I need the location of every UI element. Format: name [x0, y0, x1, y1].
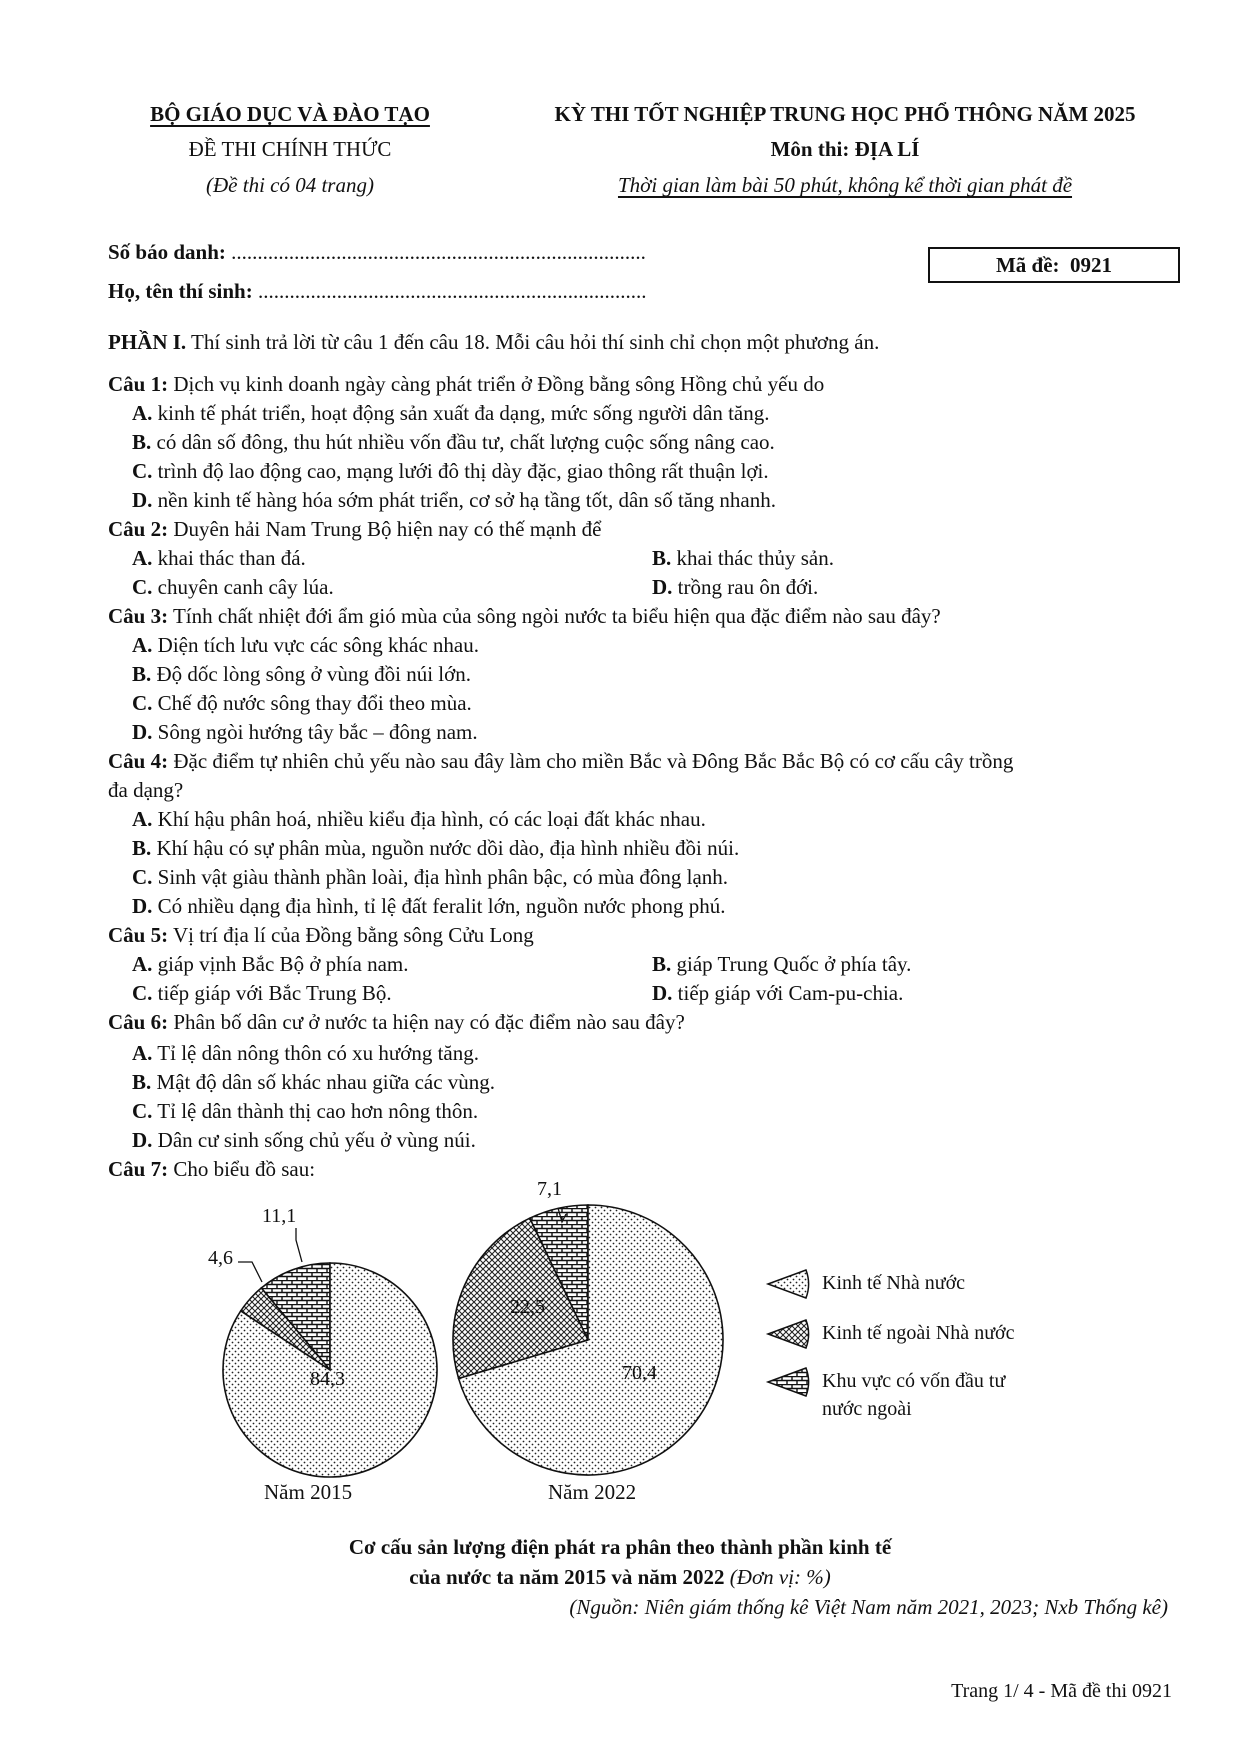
pie-2022-label-nonstate: 22,5 — [510, 1296, 545, 1318]
q6-option-a[interactable]: A. Tỉ lệ dân nông thôn có xu hướng tăng. — [132, 1041, 479, 1065]
q2-option-d[interactable]: D. trồng rau ôn đới. — [652, 575, 819, 599]
q6-option-b[interactable]: B. Mật độ dân số khác nhau giữa các vùng. — [132, 1070, 496, 1094]
q4-option-b[interactable]: B. Khí hậu có sự phân mùa, nguồn nước dồi dào, địa hình nhiều đồi núi. — [132, 836, 740, 860]
q2-option-c[interactable]: C. chuyên canh cây lúa. — [132, 575, 334, 599]
q3-option-b[interactable]: B. Độ dốc lòng sông ở vùng đồi núi lớn. — [132, 662, 471, 686]
question-5: Câu 5: Vị trí địa lí của Đồng bằng sông Cửu Long — [108, 923, 534, 947]
exam-type: ĐỀ THI CHÍNH THỨC — [188, 137, 392, 161]
question-2: Câu 2: Duyên hải Nam Trung Bộ hiện nay có thế mạnh để — [108, 517, 602, 541]
q4-option-a[interactable]: A. Khí hậu phân hoá, nhiều kiểu địa hình, có các loại đất khác nhau. — [132, 807, 706, 831]
time-note: Thời gian làm bài 50 phút, không kể thời gian phát đề — [617, 173, 1073, 197]
q2-option-b[interactable]: B. khai thác thủy sản. — [652, 546, 834, 570]
q1-option-b[interactable]: B. có dân số đông, thu hút nhiều vốn đầu tư, chất lượng cuộc sống nâng cao. — [132, 430, 775, 454]
exam-code-label: Mã đề: — [995, 252, 1060, 277]
chart-source: (Nguồn: Niên giám thống kê Việt Nam năm 2021, 2023; Nxb Thống kê) — [569, 1595, 1168, 1619]
legend-nonstate: Kinh tế ngoài Nhà nước — [822, 1322, 1015, 1344]
question-3: Câu 3: Tính chất nhiệt đới ẩm gió mùa của sông ngòi nước ta biểu hiện qua đặc điểm nào sau đây? — [108, 604, 941, 628]
q3-option-a[interactable]: A. Diện tích lưu vực các sông khác nhau. — [132, 633, 479, 657]
page-footer: Trang 1/ 4 - Mã đề thi 0921 — [951, 1680, 1172, 1702]
pie-2015-year: Năm 2015 — [264, 1480, 353, 1504]
question-7: Câu 7: Cho biểu đồ sau: — [108, 1157, 316, 1181]
legend-swatch-state — [768, 1270, 809, 1298]
q6-option-c[interactable]: C. Tỉ lệ dân thành thị cao hơn nông thôn. — [132, 1099, 479, 1123]
q1-option-a[interactable]: A. kinh tế phát triển, hoạt động sản xuất đa dạng, mức sống người dân tăng. — [132, 401, 770, 425]
part1-text: Thí sinh trả lời từ câu 1 đến câu 18. Mỗi câu hỏi thí sinh chỉ chọn một phương án. — [186, 330, 880, 354]
q5-option-a[interactable]: A. giáp vịnh Bắc Bộ ở phía nam. — [132, 952, 409, 976]
question-6: Câu 6: Phân bố dân cư ở nước ta hiện nay có đặc điểm nào sau đây? — [108, 1010, 685, 1034]
legend-swatch-fdi — [768, 1368, 809, 1396]
legend-fdi-line2: nước ngoài — [822, 1398, 912, 1420]
chart-title-line1: Cơ cấu sản lượng điện phát ra phân theo thành phần kinh tế — [348, 1535, 892, 1559]
chart-title-line2: của nước ta năm 2015 và năm 2022 (Đơn vị: %) — [409, 1565, 831, 1589]
ministry-name: BỘ GIÁO DỤC VÀ ĐÀO TẠO — [150, 102, 430, 126]
q5-option-b[interactable]: B. giáp Trung Quốc ở phía tây. — [652, 952, 912, 976]
pages-note: (Đề thi có 04 trang) — [206, 173, 374, 197]
q6-option-d[interactable]: D. Dân cư sinh sống chủ yếu ở vùng núi. — [132, 1128, 476, 1152]
q5-option-c[interactable]: C. tiếp giáp với Bắc Trung Bộ. — [132, 981, 392, 1005]
pie-2015-leader-nonstate — [238, 1262, 262, 1282]
sbd-label: Số báo danh: — [108, 240, 226, 264]
pie-2015-label-state: 84,3 — [310, 1368, 345, 1390]
question-4: Câu 4: Đặc điểm tự nhiên chủ yếu nào sau đây làm cho miền Bắc và Đông Bắc Bắc Bộ có cơ cấu cây trồng — [108, 749, 1014, 773]
pie-2015-leader-fdi — [296, 1228, 302, 1262]
question-1: Câu 1: Dịch vụ kinh doanh ngày càng phát triển ở Đồng bằng sông Hồng chủ yếu do — [108, 372, 825, 396]
pie-2015-label-fdi: 11,1 — [262, 1205, 297, 1227]
part1-title: PHẦN I. — [108, 330, 187, 354]
q2-option-a[interactable]: A. khai thác than đá. — [132, 546, 306, 570]
q5-option-d[interactable]: D. tiếp giáp với Cam-pu-chia. — [652, 981, 904, 1005]
legend-state: Kinh tế Nhà nước — [822, 1272, 966, 1294]
pie-2022-label-fdi: 7,1 — [537, 1178, 562, 1200]
legend-fdi: Khu vực có vốn đầu tư — [822, 1370, 1006, 1392]
q4-option-d[interactable]: D. Có nhiều dạng địa hình, tỉ lệ đất feralit lớn, nguồn nước phong phú. — [132, 894, 726, 918]
q1-option-c[interactable]: C. trình độ lao động cao, mạng lưới đô thị dày đặc, giao thông rất thuận lợi. — [132, 459, 769, 483]
name-dots: .......................................................................... — [257, 279, 647, 303]
sbd-dots: ............................................................................... — [231, 240, 646, 264]
q3-option-d[interactable]: D. Sông ngòi hướng tây bắc – đông nam. — [132, 720, 478, 744]
q1-option-d[interactable]: D. nền kinh tế hàng hóa sớm phát triển, cơ sở hạ tầng tốt, dân số tăng nhanh. — [132, 488, 776, 512]
pie-2022-label-state: 70,4 — [622, 1362, 657, 1384]
name-label: Họ, tên thí sinh: — [108, 279, 253, 303]
subject: Môn thi: ĐỊA LÍ — [770, 137, 920, 161]
exam-name: KỲ THI TỐT NGHIỆP TRUNG HỌC PHỔ THÔNG NĂM 2025 — [554, 102, 1136, 126]
q3-option-c[interactable]: C. Chế độ nước sông thay đổi theo mùa. — [132, 691, 472, 715]
question-4-cont: đa dạng? — [108, 778, 184, 802]
legend-swatch-nonstate — [768, 1320, 809, 1348]
pie-2022-year: Năm 2022 — [548, 1480, 637, 1504]
q4-option-c[interactable]: C. Sinh vật giàu thành phần loài, địa hình phân bậc, có mùa đông lạnh. — [132, 865, 729, 889]
exam-code-value: 0921 — [1070, 252, 1113, 277]
pie-2015-label-nonstate: 4,6 — [208, 1247, 233, 1269]
